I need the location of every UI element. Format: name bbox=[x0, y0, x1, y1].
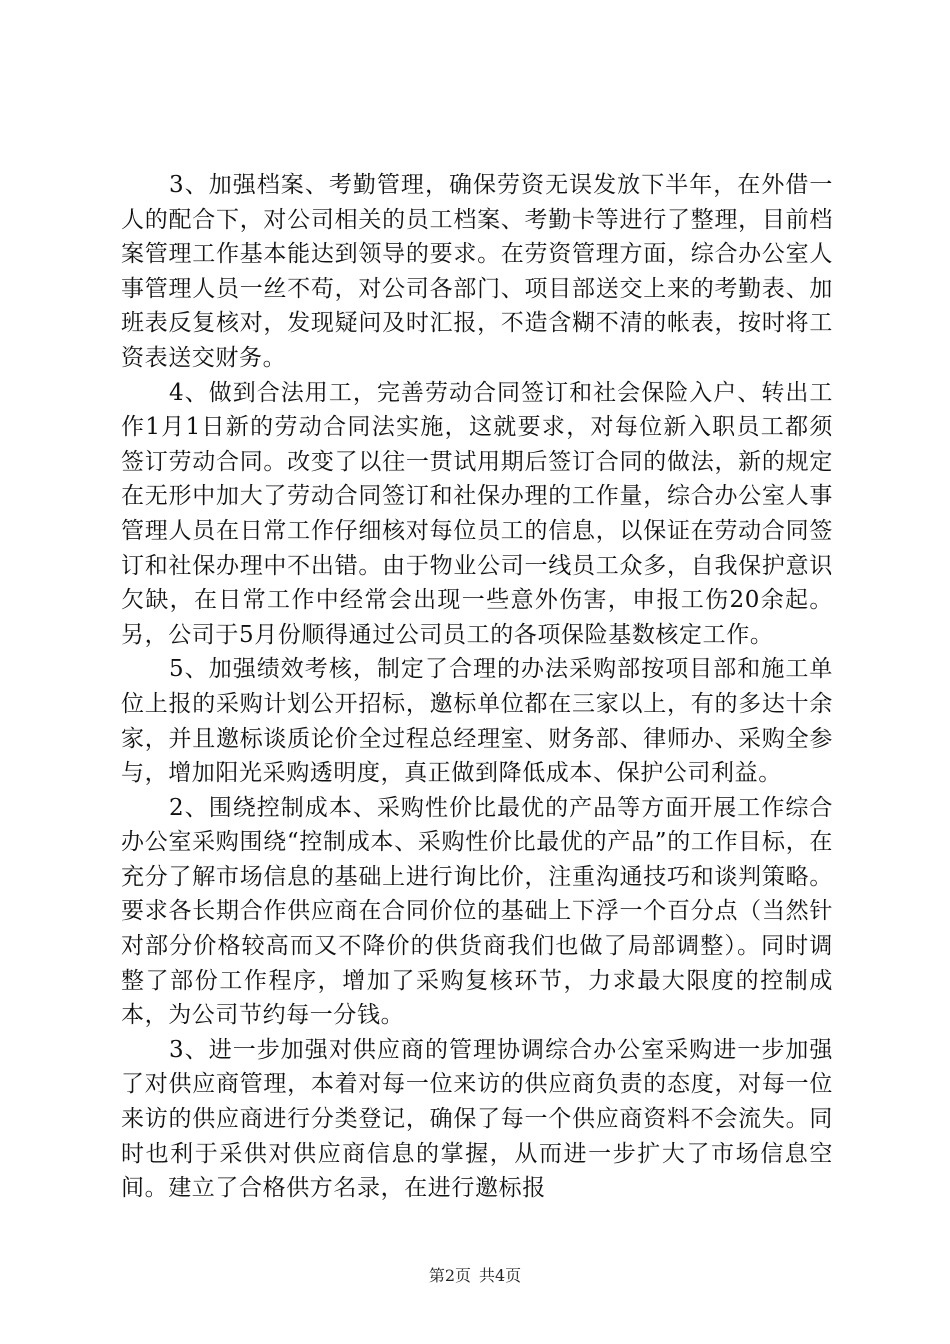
page-total: 共4页 bbox=[479, 1266, 522, 1285]
paragraph-labor-contracts: 4、做到合法用工，完善劳动合同签订和社会保险入户、转出工作1月1日新的劳动合同法实施，这就要求，对每位新入职员工都须签订劳动合同。改变了以往一贯试用期后签订合同的做法，新的规定在无形中加大了劳动合同签订和社保办理的工作量，综合办公室人事管理人员在日常工作仔细核对每位员工的信息，以保证在劳动合同签订和社保办理中不出错。由于物业公司一线员工众多，自我保护意识欠缺，在日常工作中经常会出现一些意外伤害，申报工伤20余起。另，公司于5月份顺得通过公司员工的各项保险基数核定工作。 bbox=[121, 379, 833, 648]
document-body bbox=[121, 168, 833, 1206]
page-number: 第2页 bbox=[428, 1266, 471, 1285]
page-footer bbox=[0, 1266, 950, 1286]
paragraph-cost-control: 2、围绕控制成本、采购性价比最优的产品等方面开展工作综合办公室采购围绕“控制成本、采购性价比最优的产品”的工作目标，在充分了解市场信息的基础上进行询比价，注重沟通技巧和谈判策略。要求各长期合作供应商在合同价位的基础上下浮一个百分点（当然针对部分价格较高而又不降价的供货商我们也做了局部调整）。同时调整了部份工作程序，增加了采购复核环节，力求最大限度的控制成本，为公司节约每一分钱。 bbox=[121, 794, 833, 1029]
paragraph-performance-assessment: 5、加强绩效考核，制定了合理的办法采购部按项目部和施工单位上报的采购计划公开招标，邀标单位都在三家以上，有的多达十余家，并且邀标谈质论价全过程总经理室、财务部、律师办、采购全参与，增加阳光采购透明度，真正做到降低成本、保护公司利益。 bbox=[121, 656, 833, 787]
paragraph-archives-attendance: 3、加强档案、考勤管理，确保劳资无误发放下半年，在外借一人的配合下，对公司相关的员工档案、考勤卡等进行了整理，目前档案管理工作基本能达到领导的要求。在劳资管理方面，综合办公室人事管理人员一丝不苟，对公司各部门、项目部送交上来的考勤表、加班表反复核对，发现疑问及时汇报，不造含糊不清的帐表，按时将工资表送交财务。 bbox=[121, 172, 833, 371]
paragraph-supplier-management: 3、进一步加强对供应商的管理协调综合办公室采购进一步加强了对供应商管理，本着对每一位来访的供应商负责的态度，对每一位来访的供应商进行分类登记，确保了每一个供应商资料不会流失。同时也利于采供对供应商信息的掌握，从而进一步扩大了市场信息空间。建立了合格供方名录，在进行邀标报 bbox=[121, 1036, 833, 1202]
